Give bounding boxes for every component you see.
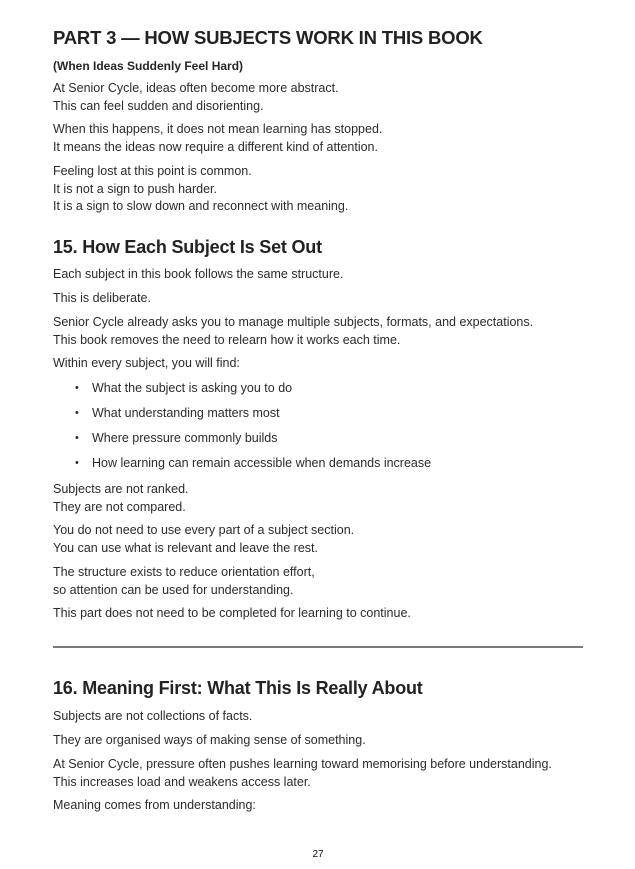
- paragraph: [53, 163, 348, 216]
- paragraph: [53, 605, 411, 623]
- text-line: It means the ideas now require a different kind of attention.: [53, 139, 378, 154]
- paragraph: [53, 481, 189, 516]
- bullet-icon: •: [75, 382, 79, 394]
- text-line: At Senior Cycle, ideas often become more abstract.: [53, 81, 339, 95]
- text-line: This increases load and weakens access later.: [53, 774, 311, 789]
- paragraph: [53, 314, 533, 349]
- text-line: It is not a sign to push harder.: [53, 181, 217, 196]
- paragraph: [53, 121, 382, 156]
- paragraph: [53, 80, 339, 115]
- paragraph: [53, 266, 343, 284]
- text-line: Within every subject, you will find:: [53, 356, 240, 370]
- text-line: Subjects are not collections of facts.: [53, 709, 253, 723]
- bullet-icon: •: [75, 407, 79, 419]
- list-item: [75, 455, 431, 480]
- page-number: 27: [312, 849, 324, 860]
- paragraph: [53, 797, 256, 815]
- list-item: [75, 380, 431, 405]
- list-item-text: What the subject is asking you to do: [92, 381, 293, 395]
- text-line: Feeling lost at this point is common.: [53, 164, 252, 178]
- part-subtitle: (When Ideas Suddenly Feel Hard): [53, 59, 244, 73]
- list-item: [75, 430, 431, 455]
- text-line: Each subject in this book follows the same structure.: [53, 267, 344, 281]
- text-line: It is a sign to slow down and reconnect with meaning.: [53, 199, 349, 213]
- text-line: Subjects are not ranked.: [53, 482, 189, 496]
- paragraph: [53, 756, 552, 791]
- list-item-text: How learning can remain accessible when demands increase: [92, 456, 432, 470]
- text-line: Meaning comes from understanding:: [53, 798, 256, 812]
- text-line: They are not compared.: [53, 499, 186, 514]
- text-line: When this happens, it does not mean learning has stopped.: [53, 122, 383, 136]
- text-line: You can use what is relevant and leave the rest.: [53, 540, 318, 555]
- part-title: PART 3 — HOW SUBJECTS WORK IN THIS BOOK: [53, 27, 483, 48]
- paragraph: [53, 708, 252, 726]
- text-line: At Senior Cycle, pressure often pushes learning toward memorising before understanding.: [53, 757, 552, 771]
- text-line: so attention can be used for understanding.: [53, 582, 294, 597]
- paragraph: [53, 564, 315, 599]
- section-15-title: 15. How Each Subject Is Set Out: [53, 237, 322, 257]
- list-item-text: What understanding matters most: [92, 406, 280, 420]
- bullet-icon: •: [75, 457, 79, 469]
- list-item: [75, 405, 431, 430]
- section-divider: [53, 646, 583, 648]
- text-line: Senior Cycle already asks you to manage multiple subjects, formats, and expectations.: [53, 315, 534, 329]
- text-line: They are organised ways of making sense of something.: [53, 733, 366, 747]
- paragraph: [53, 290, 151, 308]
- text-line: You do not need to use every part of a subject section.: [53, 523, 355, 537]
- text-line: This book removes the need to relearn how it works each time.: [53, 332, 401, 347]
- paragraph: [53, 355, 240, 373]
- paragraph: [53, 732, 366, 750]
- text-line: This is deliberate.: [53, 291, 151, 305]
- section-16-title: 16. Meaning First: What This Is Really About: [53, 678, 423, 698]
- paragraph: [53, 522, 354, 557]
- text-line: This part does not need to be completed for learning to continue.: [53, 606, 411, 620]
- bullet-list: [75, 380, 431, 480]
- text-line: The structure exists to reduce orientation effort,: [53, 565, 315, 579]
- bullet-icon: •: [75, 432, 79, 444]
- text-line: This can feel sudden and disorienting.: [53, 98, 264, 113]
- list-item-text: Where pressure commonly builds: [92, 431, 278, 445]
